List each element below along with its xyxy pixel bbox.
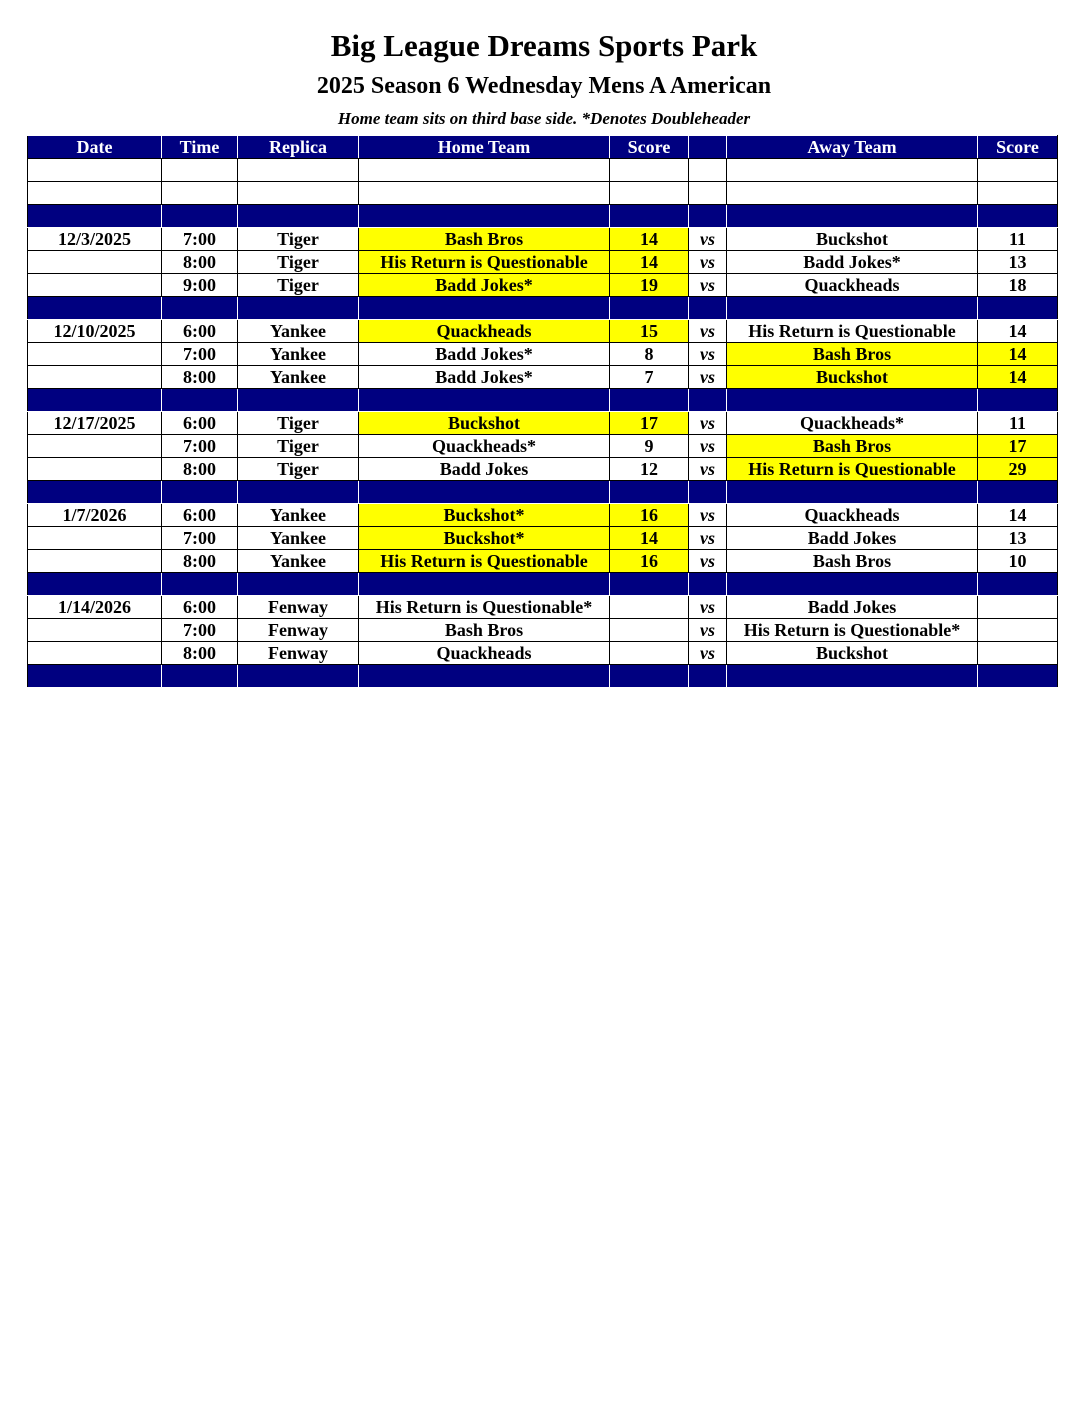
game-replica-field: Yankee (238, 527, 359, 550)
game-date (28, 458, 162, 481)
game-replica-field: Tiger (238, 228, 359, 251)
blank-cell (238, 159, 359, 182)
separator-cell (162, 665, 238, 688)
game-date (28, 619, 162, 642)
away-team: Badd Jokes (727, 527, 978, 550)
home-team: Badd Jokes* (359, 343, 610, 366)
game-date: 12/10/2025 (28, 320, 162, 343)
away-score (978, 642, 1058, 665)
separator-cell (978, 205, 1058, 228)
home-score: 14 (610, 228, 689, 251)
col-header-replica: Replica (238, 136, 359, 159)
game-date (28, 642, 162, 665)
blank-cell (689, 182, 727, 205)
away-score (978, 619, 1058, 642)
game-row (28, 412, 1058, 435)
blank-cell (162, 182, 238, 205)
separator-cell (238, 481, 359, 504)
separator-cell (359, 665, 610, 688)
home-team: Bash Bros (359, 619, 610, 642)
blank-cell (238, 182, 359, 205)
separator-cell (689, 665, 727, 688)
separator-cell (359, 205, 610, 228)
home-team: Badd Jokes* (359, 274, 610, 297)
game-time: 7:00 (162, 435, 238, 458)
game-time: 8:00 (162, 251, 238, 274)
game-date (28, 366, 162, 389)
vs-label: vs (689, 366, 727, 389)
game-time: 6:00 (162, 504, 238, 527)
game-row (28, 642, 1058, 665)
blank-cell (359, 159, 610, 182)
vs-label: vs (689, 412, 727, 435)
game-date (28, 274, 162, 297)
game-time: 6:00 (162, 320, 238, 343)
separator-row (28, 389, 1058, 412)
separator-cell (727, 481, 978, 504)
table-header-row (28, 136, 1058, 159)
away-team: Badd Jokes* (727, 251, 978, 274)
away-team: Buckshot (727, 228, 978, 251)
game-date (28, 550, 162, 573)
game-replica-field: Fenway (238, 596, 359, 619)
separator-cell (689, 205, 727, 228)
away-score: 14 (978, 343, 1058, 366)
separator-cell (238, 665, 359, 688)
away-team: His Return is Questionable (727, 458, 978, 481)
separator-cell (359, 389, 610, 412)
away-score: 29 (978, 458, 1058, 481)
vs-label: vs (689, 435, 727, 458)
separator-cell (689, 389, 727, 412)
col-header-home-score: Score (610, 136, 689, 159)
away-score: 11 (978, 412, 1058, 435)
col-header-away-score: Score (978, 136, 1058, 159)
game-replica-field: Fenway (238, 619, 359, 642)
col-header-time: Time (162, 136, 238, 159)
schedule-body (28, 159, 1058, 688)
blank-cell (359, 182, 610, 205)
vs-label: vs (689, 596, 727, 619)
home-team: Bash Bros (359, 228, 610, 251)
game-replica-field: Yankee (238, 343, 359, 366)
home-score: 14 (610, 251, 689, 274)
separator-row (28, 573, 1058, 596)
separator-cell (727, 665, 978, 688)
home-team: His Return is Questionable (359, 251, 610, 274)
separator-cell (727, 389, 978, 412)
game-row (28, 435, 1058, 458)
vs-label: vs (689, 550, 727, 573)
home-score: 15 (610, 320, 689, 343)
away-team: His Return is Questionable (727, 320, 978, 343)
separator-cell (28, 297, 162, 320)
game-time: 7:00 (162, 343, 238, 366)
home-team: Badd Jokes (359, 458, 610, 481)
vs-label: vs (689, 458, 727, 481)
game-time: 7:00 (162, 527, 238, 550)
game-date (28, 527, 162, 550)
separator-cell (28, 665, 162, 688)
away-team: Bash Bros (727, 343, 978, 366)
game-date (28, 435, 162, 458)
separator-cell (238, 389, 359, 412)
game-row (28, 320, 1058, 343)
separator-cell (28, 389, 162, 412)
game-time: 7:00 (162, 228, 238, 251)
separator-cell (978, 573, 1058, 596)
home-team: Quackheads (359, 320, 610, 343)
away-score: 18 (978, 274, 1058, 297)
col-header-home-team: Home Team (359, 136, 610, 159)
vs-label: vs (689, 527, 727, 550)
away-team: Badd Jokes (727, 596, 978, 619)
game-row (28, 251, 1058, 274)
separator-cell (610, 481, 689, 504)
game-row (28, 274, 1058, 297)
game-time: 8:00 (162, 458, 238, 481)
home-score (610, 619, 689, 642)
separator-row (28, 297, 1058, 320)
page-title: Big League Dreams Sports Park (330, 28, 758, 63)
game-row (28, 228, 1058, 251)
blank-cell (689, 159, 727, 182)
separator-cell (610, 573, 689, 596)
game-time: 6:00 (162, 596, 238, 619)
schedule-note: Home team sits on third base side. *Denotes Doubleheader (337, 109, 751, 128)
game-row (28, 550, 1058, 573)
separator-cell (162, 297, 238, 320)
game-replica-field: Yankee (238, 550, 359, 573)
separator-cell (162, 205, 238, 228)
vs-label: vs (689, 619, 727, 642)
separator-cell (727, 205, 978, 228)
page-subtitle: 2025 Season 6 Wednesday Mens A American (316, 73, 772, 99)
vs-label: vs (689, 228, 727, 251)
schedule-table (27, 135, 1058, 688)
col-header-date: Date (28, 136, 162, 159)
blank-cell (162, 159, 238, 182)
col-header-vs (689, 136, 727, 159)
home-score: 16 (610, 550, 689, 573)
separator-cell (359, 297, 610, 320)
separator-cell (610, 297, 689, 320)
separator-cell (359, 481, 610, 504)
vs-label: vs (689, 504, 727, 527)
home-score: 17 (610, 412, 689, 435)
blank-row (28, 159, 1058, 182)
game-time: 9:00 (162, 274, 238, 297)
away-score: 11 (978, 228, 1058, 251)
home-score: 8 (610, 343, 689, 366)
vs-label: vs (689, 343, 727, 366)
game-row (28, 343, 1058, 366)
separator-cell (978, 297, 1058, 320)
away-team: His Return is Questionable* (727, 619, 978, 642)
away-team: Buckshot (727, 366, 978, 389)
game-replica-field: Yankee (238, 366, 359, 389)
separator-row (28, 665, 1058, 688)
away-team: Quackheads (727, 274, 978, 297)
game-replica-field: Tiger (238, 251, 359, 274)
blank-row (28, 182, 1058, 205)
home-score (610, 596, 689, 619)
blank-cell (610, 182, 689, 205)
separator-cell (610, 205, 689, 228)
separator-cell (689, 573, 727, 596)
separator-cell (978, 665, 1058, 688)
game-time: 6:00 (162, 412, 238, 435)
separator-cell (238, 297, 359, 320)
separator-row (28, 205, 1058, 228)
separator-cell (238, 573, 359, 596)
home-score: 16 (610, 504, 689, 527)
separator-cell (610, 389, 689, 412)
game-row (28, 458, 1058, 481)
blank-cell (978, 182, 1058, 205)
vs-label: vs (689, 320, 727, 343)
game-row (28, 596, 1058, 619)
blank-cell (28, 159, 162, 182)
game-date: 1/14/2026 (28, 596, 162, 619)
away-team: Bash Bros (727, 435, 978, 458)
game-time: 8:00 (162, 642, 238, 665)
separator-cell (689, 481, 727, 504)
away-score: 13 (978, 251, 1058, 274)
game-replica-field: Tiger (238, 412, 359, 435)
home-score: 19 (610, 274, 689, 297)
game-date (28, 343, 162, 366)
game-row (28, 527, 1058, 550)
away-score (978, 596, 1058, 619)
home-score (610, 642, 689, 665)
separator-cell (978, 481, 1058, 504)
blank-cell (610, 159, 689, 182)
home-team: Buckshot (359, 412, 610, 435)
away-score: 14 (978, 366, 1058, 389)
away-team: Quackheads (727, 504, 978, 527)
game-row (28, 366, 1058, 389)
home-team: Badd Jokes* (359, 366, 610, 389)
home-score: 7 (610, 366, 689, 389)
separator-cell (162, 573, 238, 596)
separator-cell (28, 481, 162, 504)
home-team: Buckshot* (359, 504, 610, 527)
separator-cell (359, 573, 610, 596)
away-score: 10 (978, 550, 1058, 573)
game-date: 12/3/2025 (28, 228, 162, 251)
separator-cell (238, 205, 359, 228)
game-replica-field: Fenway (238, 642, 359, 665)
home-score: 9 (610, 435, 689, 458)
blank-cell (978, 159, 1058, 182)
blank-cell (727, 159, 978, 182)
game-time: 8:00 (162, 366, 238, 389)
vs-label: vs (689, 274, 727, 297)
away-score: 17 (978, 435, 1058, 458)
away-score: 14 (978, 320, 1058, 343)
away-score: 14 (978, 504, 1058, 527)
home-score: 12 (610, 458, 689, 481)
away-team: Buckshot (727, 642, 978, 665)
away-team: Bash Bros (727, 550, 978, 573)
game-replica-field: Tiger (238, 274, 359, 297)
separator-cell (727, 297, 978, 320)
game-row (28, 619, 1058, 642)
game-date (28, 251, 162, 274)
home-team: Buckshot* (359, 527, 610, 550)
game-date: 12/17/2025 (28, 412, 162, 435)
game-replica-field: Yankee (238, 504, 359, 527)
game-time: 8:00 (162, 550, 238, 573)
game-date: 1/7/2026 (28, 504, 162, 527)
home-score: 14 (610, 527, 689, 550)
game-replica-field: Yankee (238, 320, 359, 343)
separator-cell (727, 573, 978, 596)
home-team: His Return is Questionable* (359, 596, 610, 619)
home-team: His Return is Questionable (359, 550, 610, 573)
separator-cell (162, 389, 238, 412)
game-replica-field: Tiger (238, 458, 359, 481)
separator-cell (978, 389, 1058, 412)
away-score: 13 (978, 527, 1058, 550)
separator-cell (610, 665, 689, 688)
vs-label: vs (689, 251, 727, 274)
separator-cell (162, 481, 238, 504)
separator-cell (28, 573, 162, 596)
home-team: Quackheads (359, 642, 610, 665)
blank-cell (28, 182, 162, 205)
blank-cell (727, 182, 978, 205)
game-row (28, 504, 1058, 527)
separator-row (28, 481, 1058, 504)
separator-cell (28, 205, 162, 228)
away-team: Quackheads* (727, 412, 978, 435)
separator-cell (689, 297, 727, 320)
home-team: Quackheads* (359, 435, 610, 458)
vs-label: vs (689, 642, 727, 665)
game-replica-field: Tiger (238, 435, 359, 458)
game-time: 7:00 (162, 619, 238, 642)
col-header-away-team: Away Team (727, 136, 978, 159)
